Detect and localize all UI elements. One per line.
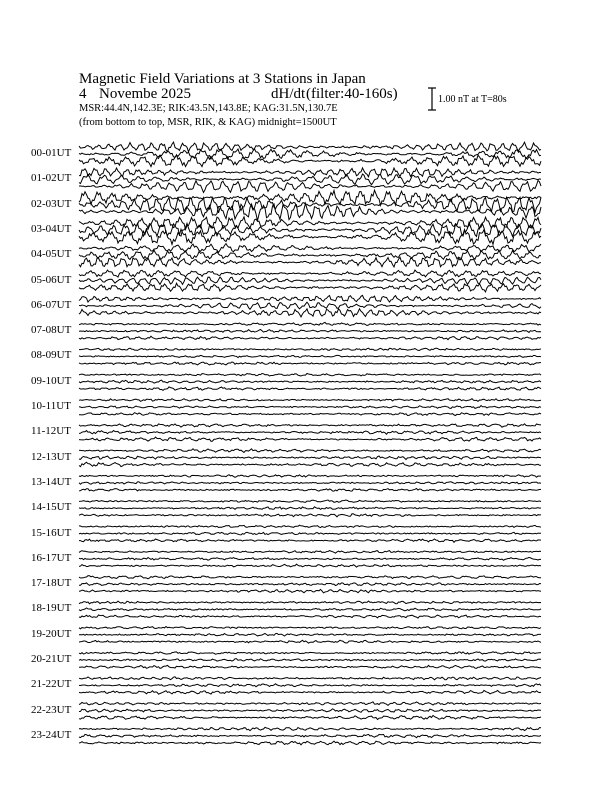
date-month: Novembe [99,86,158,102]
trace-group [79,142,541,745]
trace-rik [79,431,541,435]
scale-bar [428,88,436,110]
trace-kag [79,168,541,177]
hour-label: 02-03UT [31,197,72,210]
trace-msr [79,180,541,192]
trace-kag [79,295,541,302]
trace-kag [79,475,541,478]
hour-label: 16-17UT [31,551,72,564]
trace-msr [79,229,541,244]
hour-label: 19-20UT [31,627,72,640]
hour-label: 00-01UT [31,147,72,159]
trace-rik [79,507,541,510]
trace-kag [79,399,541,402]
trace-msr [79,336,541,340]
hour-label: 04-05UT [31,248,72,261]
quantity-label: dH/dt [271,86,306,102]
trace-rik [79,250,541,259]
trace-kag [79,525,541,527]
hour-label: 03-04UT [31,222,72,235]
trace-kag [79,142,541,152]
trace-rik [79,557,541,560]
trace-msr [79,716,541,720]
trace-rik [79,174,541,185]
trace-kag [79,348,541,350]
trace-msr [79,362,541,365]
trace-msr [79,462,541,466]
trace-msr [79,741,541,745]
trace-kag [79,424,541,427]
date-year: 2025 [161,86,191,102]
hour-label: 23-24UT [31,728,72,741]
chart-title: Magnetic Field Variations at 3 Stations in Japan [79,71,366,87]
hour-label: 15-16UT [31,526,72,539]
hour-label: 01-02UT [31,172,72,185]
date-day: 4 [79,86,87,102]
trace-rik [79,277,541,284]
hour-label: 11-12UT [31,425,71,438]
hour-label: 07-08UT [31,324,72,337]
trace-rik [79,659,541,661]
trace-rik [79,456,541,460]
trace-msr [79,309,541,317]
hour-label: 06-07UT [31,298,72,311]
trace-kag [79,374,541,377]
trace-msr [79,437,541,441]
trace-rik [79,633,541,636]
trace-kag [79,270,541,277]
trace-kag [79,500,541,502]
trace-kag [79,652,541,654]
trace-rik [79,709,541,713]
hour-label: 21-22UT [31,678,72,691]
station-order-note: (from bottom to top, MSR, RIK, & KAG) midnight=1500UT [79,117,337,128]
trace-rik [79,380,541,383]
trace-kag [79,244,541,253]
trace-msr [79,257,541,267]
trace-rik [79,583,541,586]
trace-msr [79,665,541,668]
trace-msr [79,564,541,567]
trace-rik [79,608,541,611]
hour-label: 18-19UT [31,602,72,615]
hour-label: 08-09UT [31,349,72,362]
trace-msr [79,539,541,542]
trace-rik [79,302,541,309]
trace-kag [79,727,541,730]
trace-msr [79,640,541,643]
trace-kag [79,449,541,453]
trace-rik [79,355,541,357]
trace-kag [79,217,541,230]
trace-kag [79,702,541,706]
trace-kag [79,677,541,680]
trace-rik [79,149,541,159]
trace-kag [79,627,541,629]
trace-msr [79,615,541,618]
hour-label: 17-18UT [31,577,72,590]
hour-label: 12-13UT [31,450,72,463]
trace-rik [79,532,541,535]
trace-kag [79,601,541,604]
trace-msr [79,690,541,694]
trace-msr [79,283,541,292]
hour-label: 13-14UT [31,475,72,488]
trace-msr [79,155,541,167]
trace-msr [79,589,541,593]
filter-label: (filter:40-160s) [306,86,398,102]
trace-msr [79,514,541,517]
hour-label: 20-21UT [31,653,72,665]
trace-kag [79,551,541,554]
trace-msr [79,387,541,391]
trace-rik [79,406,541,409]
trace-kag [79,576,541,579]
hour-label: 14-15UT [31,501,72,514]
hour-label: 05-06UT [31,273,72,286]
trace-kag [79,322,541,325]
trace-msr [79,413,541,416]
station-coordinates: MSR:44.4N,142.3E; RIK:43.5N,143.8E; KAG:31.5N,130.7E [79,103,338,114]
scale-bar-label: 1.00 nT at T=80s [438,94,507,105]
hour-label: 10-11UT [31,400,71,412]
trace-rik [79,330,541,333]
trace-rik [79,684,541,687]
trace-rik [79,482,541,484]
trace-rik [79,734,541,737]
trace-msr [79,489,541,492]
hour-label: 22-23UT [31,703,72,716]
hour-label: 09-10UT [31,374,72,387]
